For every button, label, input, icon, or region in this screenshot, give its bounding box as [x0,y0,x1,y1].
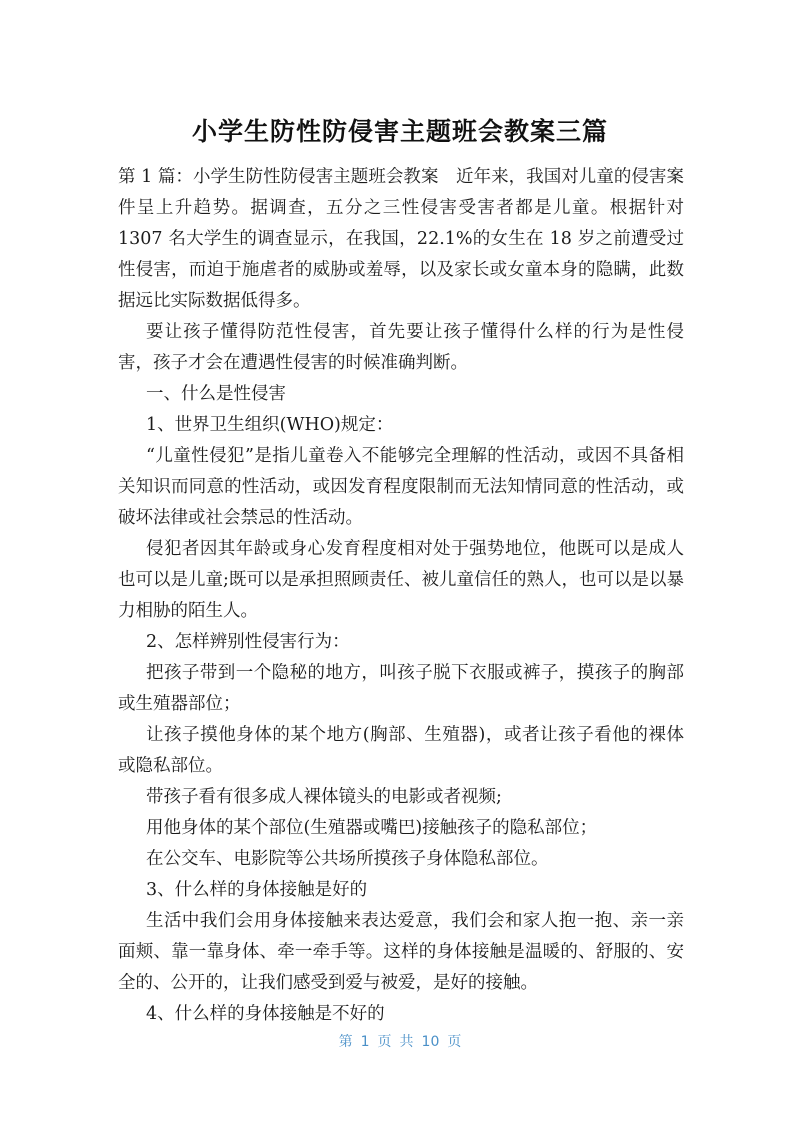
paragraph: 2、怎样辨别性侵害行为： [146,632,350,652]
document-title: 小学生防性防侵害主题班会教案三篇 [191,117,608,146]
document-body [118,162,684,1030]
paragraph: 用他身体的某个部位(生殖器或嘴巴)接触孩子的隐私部位； [146,818,598,838]
footer-total-unit-label: 页 [447,1034,462,1050]
footer-prefix-label: 第 [338,1034,353,1050]
footer-page-unit-label: 页 [377,1034,392,1050]
paragraph: 把孩子带到一个隐秘的地方，叫孩子脱下衣服或裤子，摸孩子的胸部或生殖器部位； [118,663,684,714]
paragraph: 在公交车、电影院等公共场所摸孩子身体隐私部位。 [146,849,549,869]
paragraph: 3、什么样的身体接触是好的 [146,880,368,900]
paragraph: 让孩子摸他身体的某个地方(胸部、生殖器)，或者让孩子看他的裸体或隐私部位。 [118,725,684,776]
paragraph: 要让孩子懂得防范性侵害，首先要让孩子懂得什么样的行为是性侵害，孩子才会在遭遇性侵害的时候准确判断。 [118,322,684,373]
paragraph: “儿童性侵犯”是指儿童卷入不能够完全理解的性活动，或因不具备相关知识而同意的性活动，或因发育程度限制而无法知情同意的性活动，或破坏法律或社会禁忌的性活动。 [118,446,684,528]
paragraph: 第 1 篇：小学生防性防侵害主题班会教案 近年来，我国对儿童的侵害案件呈上升趋势。据调查，五分之三性侵害受害者都是儿童。根据针对 1307 名大学生的调查显示，在我国，22.1%的女生在 18 岁之前遭受过性侵害，而迫于施虐者的威胁或羞辱，以及家长或女童本身的隐瞒，此数据远比实际数据低得多。 [118,167,684,311]
footer-total-pages: 10 [421,1034,440,1050]
paragraph: 带孩子看有很多成人裸体镜头的电影或者视频; [146,787,502,807]
paragraph: 4、什么样的身体接触是不好的 [146,1004,385,1024]
paragraph: 生活中我们会用身体接触来表达爱意，我们会和家人抱一抱、亲一亲面颊、靠一靠身体、牵一牵手等。这样的身体接触是温暖的、舒服的、安全的、公开的，让我们感受到爱与被爱，是好的接触。 [118,911,684,993]
page-footer [0,1031,800,1053]
paragraph: 1、世界卫生组织(WHO)规定： [146,415,394,435]
footer-current-page: 1 [360,1034,370,1050]
footer-conjunction-label: 共 [399,1034,414,1050]
paragraph: 一、什么是性侵害 [146,384,286,404]
paragraph: 侵犯者因其年龄或身心发育程度相对处于强势地位，他既可以是成人也可以是儿童;既可以是承担照顾责任、被儿童信任的熟人，也可以是以暴力相胁的陌生人。 [118,539,684,621]
